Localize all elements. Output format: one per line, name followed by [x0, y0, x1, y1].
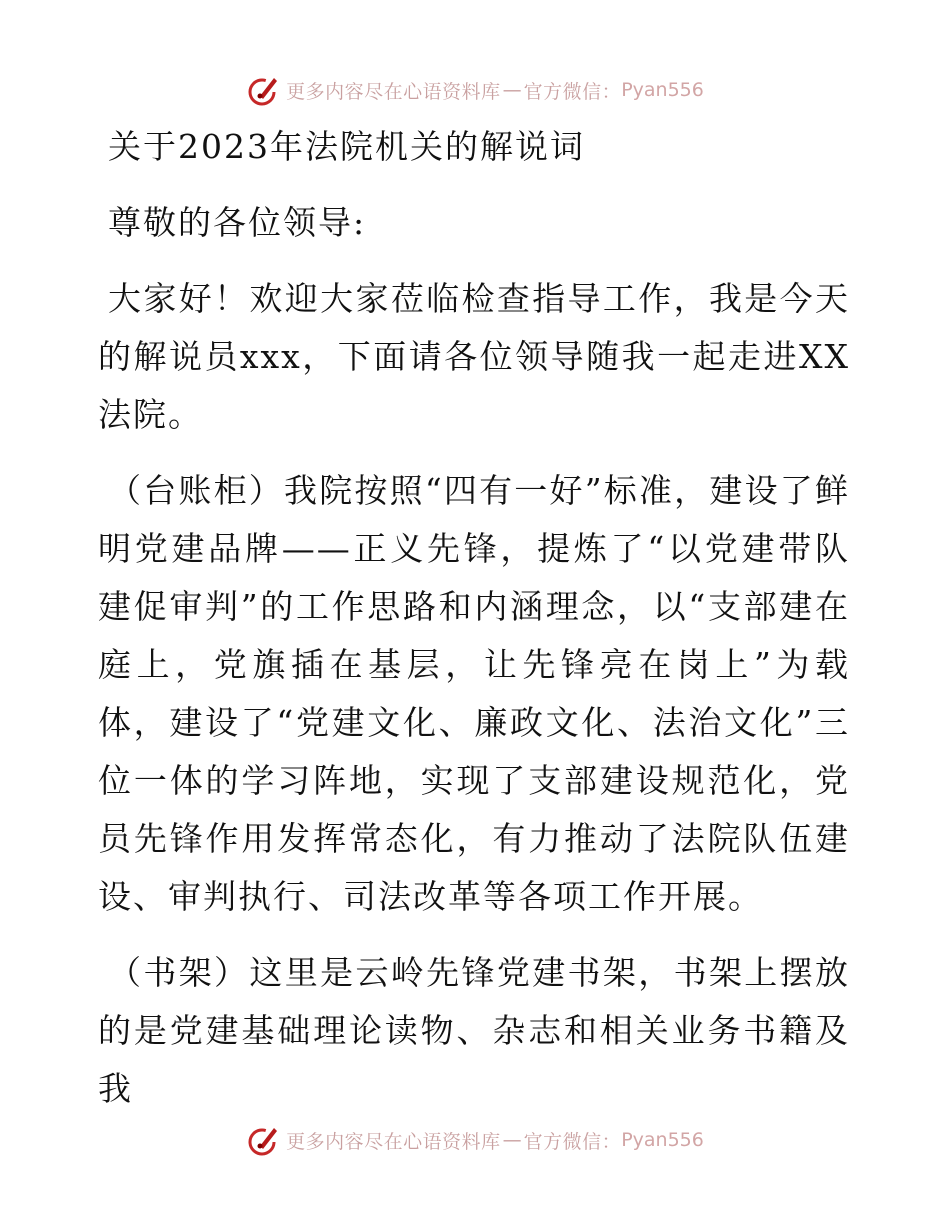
- watermark-dash: —: [502, 1129, 522, 1151]
- paragraph-greeting: 大家好！欢迎大家莅临检查指导工作，我是今天的解说员xxx，下面请各位领导随我一起走进XX法院。: [98, 279, 850, 434]
- document-title: 关于2023年法院机关的解说词: [108, 127, 585, 166]
- watermark-dash: —: [502, 79, 522, 101]
- quill-logo-icon: [246, 1122, 282, 1158]
- watermark-handle: Pyan556: [621, 79, 704, 101]
- salutation: 尊敬的各位领导:: [108, 203, 367, 242]
- watermark-official: 官方微信：: [523, 80, 622, 103]
- footer-watermark: [0, 1120, 950, 1160]
- watermark-official: 官方微信：: [523, 1130, 622, 1153]
- paragraph-bookshelf: （书架）这里是云岭先锋党建书架，书架上摆放的是党建基础理论读物、杂志和相关业务书籍及我: [98, 953, 850, 1108]
- paragraph-ledger-cabinet: （台账柜）我院按照“四有一好”标准，建设了鲜明党建品牌——正义先锋，提炼了“以党建带队建促审判”的工作思路和内涵理念，以“支部建在庭上，党旗插在基层，让先锋亮在岗上”为载体，建设了“党建文化、廉政文化、法治文化”三位一体的学习阵地，实现了支部建设规范化，党员先锋作用发挥常态化，有力推动了法院队伍建设、审判执行、司法改革等各项工作开展。: [98, 471, 850, 916]
- document-body: [98, 118, 850, 1118]
- quill-logo-icon: [246, 72, 282, 108]
- watermark-text: 更多内容尽在心语资料库: [286, 1130, 501, 1153]
- header-watermark: [0, 70, 950, 110]
- watermark-handle: Pyan556: [621, 1129, 704, 1151]
- watermark-text: 更多内容尽在心语资料库: [286, 80, 501, 103]
